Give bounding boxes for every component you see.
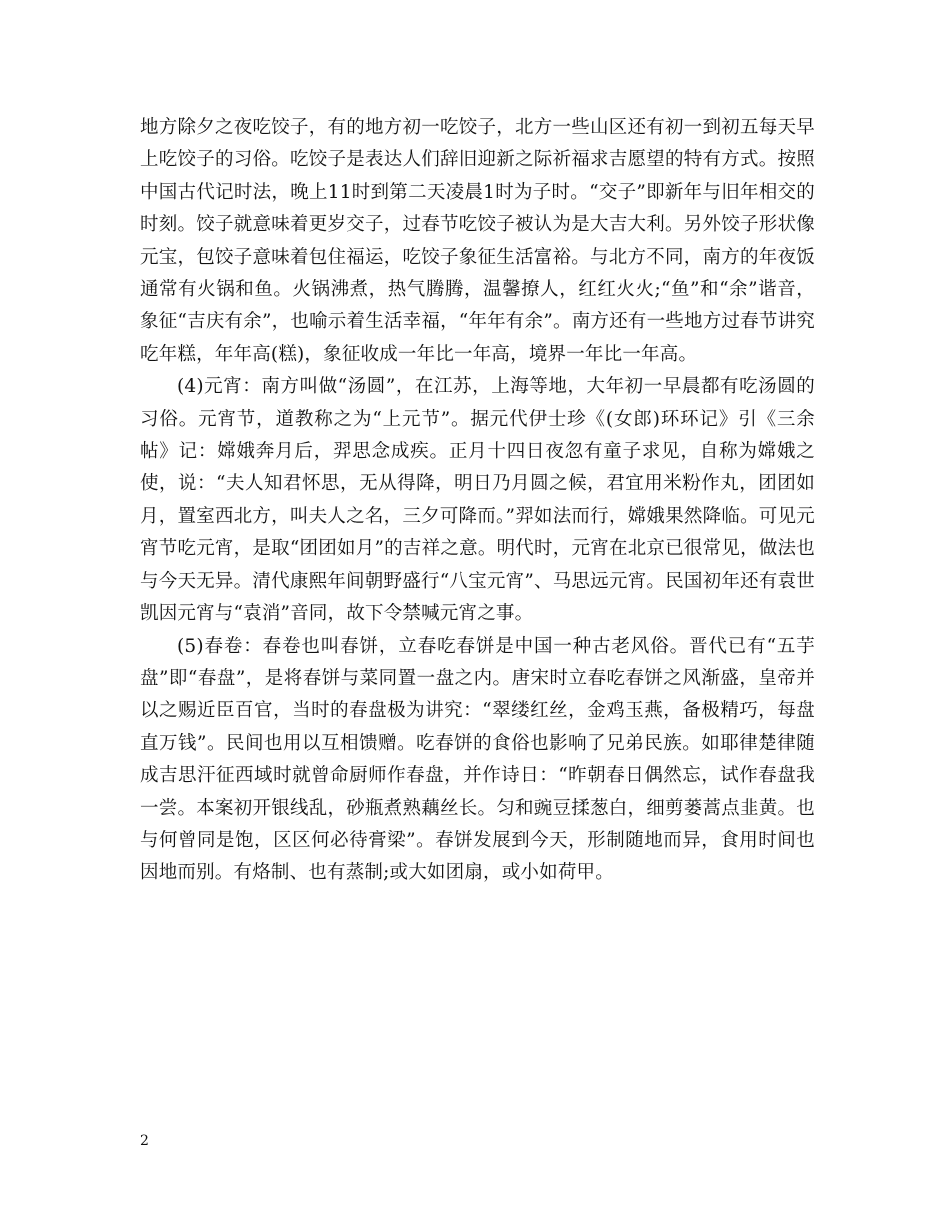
paragraph-dumplings-customs: 地方除夕之夜吃饺子，有的地方初一吃饺子，北方一些山区还有初一到初五每天早上吃饺子的习俗。吃饺子是表达人们辞旧迎新之际祈福求吉愿望的特有方式。按照中国古代记时法，晚上11时到第二天凌晨1时为子时。“交子”即新年与旧年相交的时刻。饺子就意味着更岁交子，过春节吃饺子被认为是大吉大利。另外饺子形状像元宝，包饺子意味着包住福运，吃饺子象征生活富裕。与北方不同，南方的年夜饭通常有火锅和鱼。火锅沸煮，热气腾腾，温馨撩人，红红火火;“鱼”和“余”谐音，象征“吉庆有余”，也喻示着生活幸福，“年年有余”。南方还有一些地方过春节讲究吃年糕，年年高(糕)，象征收成一年比一年高，境界一年比一年高。	[140, 117, 815, 365]
paragraph-spring-rolls: (5)春卷：春卷也叫春饼，立春吃春饼是中国一种古老风俗。晋代已有“五芋盘”即“春盘”，是将春饼与菜同置一盘之内。唐宋时立春吃春饼之风渐盛，皇帝并以之赐近臣百官，当时的春盘极为讲究：“翠缕红丝，金鸡玉燕，备极精巧，每盘直万钱”。民间也用以互相馈赠。吃春饼的食俗也影响了兄弟民族。如耶律楚律随成吉思汗征西域时就曾命厨师作春盘，并作诗日：“昨朝春日偶然忘，试作春盘我一尝。本案初开银线乱，砂瓶煮熟藕丝长。匀和豌豆揉葱白，细剪蒌蒿点韭黄。也与何曾同是饱，区区何必待膏梁”。春饼发展到今天，形制随地而异，食用时间也因地而别。有烙制、也有蒸制;或大如团扇，或小如荷甲。	[140, 635, 815, 884]
page-number: 2	[140, 1133, 149, 1149]
paragraph-yuanxiao: (4)元宵：南方叫做“汤圆”，在江苏，上海等地，大年初一早晨都有吃汤圆的习俗。元宵节，道教称之为“上元节”。据元代伊士珍《(女郎)环环记》引《三余帖》记：嫦娥奔月后，羿思念成疾。正月十四日夜忽有童子求见，自称为嫦娥之使，说：“夫人知君怀思，无从得降，明日乃月圆之候，君宜用米粉作丸，团团如月，置室西北方，叫夫人之名，三夕可降而。”羿如法而行，嫦娥果然降临。可见元宵节吃元宵，是取“团团如月”的吉祥之意。明代时，元宵在北京已很常见，做法也与今天无异。清代康熙年间朝野盛行“八宝元宵”、马思远元宵。民国初年还有袁世凯因元宵与“袁消”音同，故下令禁喊元宵之事。	[140, 376, 815, 625]
body-text	[140, 112, 815, 890]
